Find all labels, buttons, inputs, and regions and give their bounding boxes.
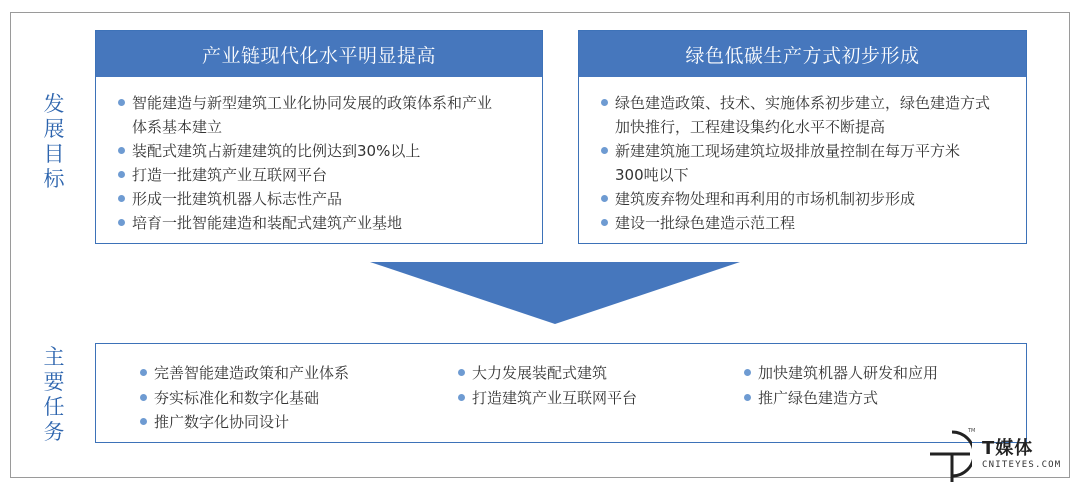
task-item: 夯实标准化和数字化基础 [140,386,349,411]
goal-item: 绿色建造政策、技术、实施体系初步建立，绿色建造方式 [601,91,1012,115]
goal-item: 新建建筑施工现场建筑垃圾排放量控制在每万平方米 [601,139,1012,163]
goal-item: 建设一批绿色建造示范工程 [601,211,1012,235]
goal-item: 智能建造与新型建筑工业化协同发展的政策体系和产业 [118,91,528,115]
side-label-goals: 发 展 目 标 [43,92,65,191]
goal-item-continuation: 300吨以下 [615,166,689,184]
task-item: 打造建筑产业互联网平台 [458,386,637,411]
goal-list [579,77,1026,235]
task-column-1 [140,361,349,435]
goal-item-continuation: 加快推行，工程建设集约化水平不断提高 [615,118,886,136]
t-media-logo-icon [928,426,972,482]
task-item: 完善智能建造政策和产业体系 [140,361,349,386]
goal-list [96,77,542,235]
goal-item: 形成一批建筑机器人标志性产品 [118,187,528,211]
task-item: 加快建筑机器人研发和应用 [744,361,938,386]
down-arrow-icon [370,262,740,324]
task-column-2 [458,361,637,410]
goal-item: 打造一批建筑产业互联网平台 [118,163,528,187]
task-item: 大力发展装配式建筑 [458,361,637,386]
goal-title: 产业链现代化水平明显提高 [96,31,542,77]
goal-box-green-production [578,30,1027,244]
task-item: 推广绿色建造方式 [744,386,938,411]
trademark-mark: TM [968,428,976,434]
task-column-3 [744,361,938,410]
goal-box-industry-chain [95,30,543,244]
tasks-box [95,343,1027,443]
watermark [928,426,1076,486]
watermark-url: CNITEYES.COM [982,460,1062,470]
goal-title: 绿色低碳生产方式初步形成 [579,31,1026,77]
task-item: 推广数字化协同设计 [140,410,349,435]
watermark-name: T媒体 [982,438,1034,459]
goal-item: 装配式建筑占新建建筑的比例达到30%以上 [118,139,528,163]
goal-item-continuation: 体系基本建立 [132,118,223,136]
goal-item: 建筑废弃物处理和再利用的市场机制初步形成 [601,187,1012,211]
side-label-tasks: 主 要 任 务 [43,345,65,444]
goal-item: 培育一批智能建造和装配式建筑产业基地 [118,211,528,235]
